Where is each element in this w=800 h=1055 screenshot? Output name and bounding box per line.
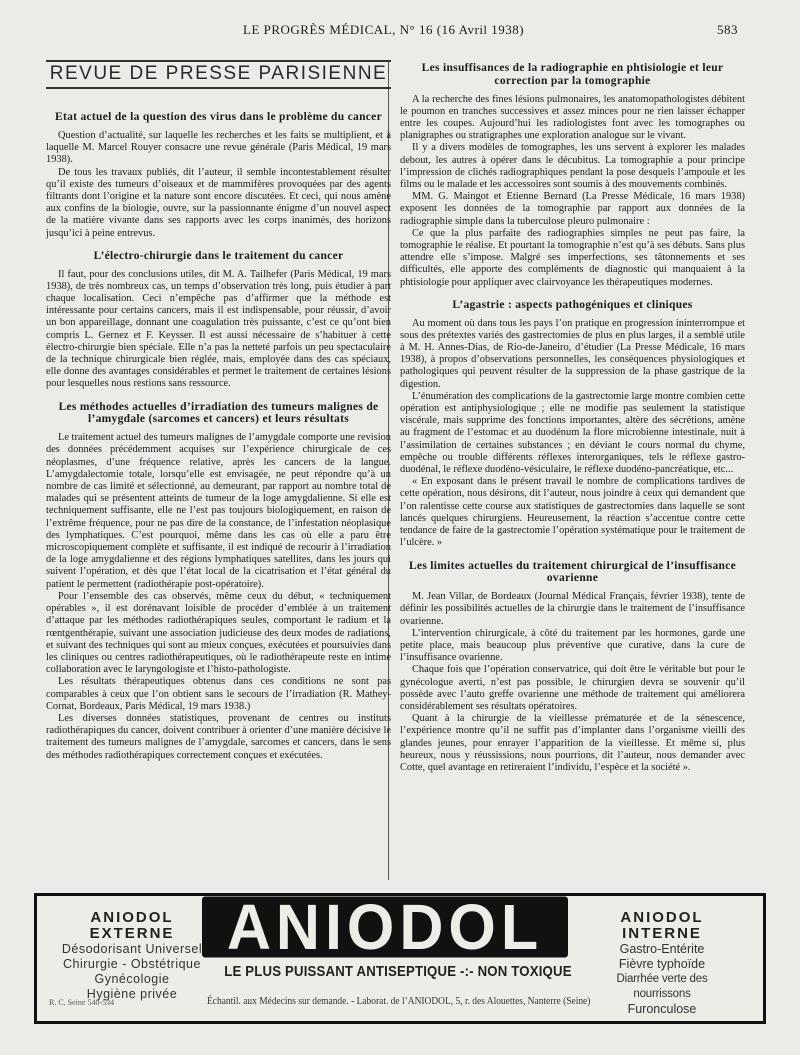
paragraph: M. Jean Villar, de Bordeaux (Journal Médical Français, février 1938), tente de définir les possibilités actuelles de la chirurgie dans le traitement de l’insuffisance ovarienne. <box>400 591 745 627</box>
paragraph: L’intervention chirurgicale, à côté du traitement par les hormones, garde une petite place, mais beaucoup plus préventive que curative, dans la cure de l’insuffisance ovarienne. <box>400 627 745 664</box>
article-title-agastrie: L’agastrie : aspects pathogéniques et cliniques <box>452 298 693 311</box>
paragraph: A la recherche des fines lésions pulmonaires, les anatomopathologistes débitent le poumon en tranches successives et assez minces pour ne rien laisser échapper entre les coupes. Aujourd’hui les radiologistes font avec les tomographes ou planigraphes ou stratigraphes une exploration analogue sur le vivant. <box>400 93 745 142</box>
ad-interne-subheading: INTERNE <box>622 925 702 942</box>
article-title-tomographie: Les insuffisances de la radiographie en phtisiologie et leur correction par la tomographie <box>421 62 724 87</box>
running-header <box>48 22 748 42</box>
ad-externe-line: Chirurgie - Obstétrique <box>63 957 201 971</box>
left-column <box>46 60 391 762</box>
journal-title: LE PROGRÈS MÉDICAL, N° 16 (16 Avril 1938) <box>243 22 525 37</box>
right-column <box>400 62 745 774</box>
paragraph: « En exposant dans le présent travail le nombre de complications tardives de cette opération, nous désirons, dit l’auteur, nous joindre à ceux qui demandent que l’on ralentisse cette course aux statistiques de gastrectomies dans laquelle se sont lancés quelques chirurgiens. Heureusement, la réaction s’accentue contre cette tendance de faire de la gastrectomie l’opération systématique pour le traitement de l’ulcère. » <box>400 476 745 549</box>
page-number: 583 <box>717 22 738 37</box>
ad-externe-line: Désodorisant Universel <box>61 942 203 956</box>
paragraph: De tous les travaux publiés, dit l’auteur, il semble incontestablement résulter qu’il existe des tumeurs d’oiseaux et de mammifères provoquées par des agents filtrants dont l’origine et la nature sont encore discutées. Et ceci, qui nous amène aux confins de la biologie, ouvre, sur la passionnante énigme d’un nouvel aspect de la matière vivante dans ses rapports avec les corps inanimés, des horizons jusqu’ici à peine entrevus. <box>46 166 391 239</box>
ad-interne-line: Fièvre typhoïde <box>618 957 706 971</box>
article-title-ovarienne: Les limites actuelles du traitement chirurgical de l’insuffisance ovarienne <box>408 559 737 585</box>
ad-interne-line: Gastro-Entérite <box>619 942 705 956</box>
paragraph: Pour l’ensemble des cas observés, même ceux du début, « techniquement opérables », il est dorénavant loisible de procéder d’emblée à un traitement d’attaque par les méthodes radiothérapiques seules, comportant le radium et la rœntgenthérapie, suivant une association judicieuse des deux modes de radiations, et suivant des techniques qui sont au mieux conçues, exécutées et poursuivies dans les cliniques ou centres radiothérapeutiques, où le radiothérapeute reste en intime collaboration avec le laryngologiste et l’histo-pathologiste. <box>46 590 391 676</box>
paragraph: Il y a divers modèles de tomographes, les uns servent à explorer les malades debout, les autres à opérer dans le décubitus. La tomographie a pour principe l’impression de clichés radiographiques pendant la pose desquels l’ampoule et les films ou le malade et les accessoires sont soumis à des mouvements combinés. <box>400 142 745 191</box>
paragraph: MM. G. Maingot et Etienne Bernard (La Presse Médicale, 16 mars 1938) exposent les données de la tomographie par rapport aux données de la radiographie simple dans la tuberculose pleuro pulmonaire : <box>400 191 745 227</box>
paragraph: L’énumération des complications de la gastrectomie large montre combien cette opération est antiphysiologique ; elle ne modifie pas seulement la statistique viscérale, mais supprime des fonctions importantes, altère des sécrétions, amène au fragment de l’estomac et au duodénum la flore microbienne intestinale, nuit à l’assimilation de certaines substances ; en déviant le cours normal du chyme, empêche ou trouble différents réflexes interorganiques, tels le réflexe gastro-duodénal, le réflexe duodéno-vésiculaire, le réflexe duodéno-pancréatique, etc... <box>400 390 745 476</box>
ad-externe-subheading: EXTERNE <box>89 925 175 942</box>
paragraph: Ce que la plus parfaite des radiographies simples ne peut pas faire, la tomographie le réalise. Et pourtant la tomographie n’est qu’à ses débuts. Sans plus attendre elle s’impose. Malgré ses imperfections, ses tâtonnements et ses difficultés, elle apporte des compléments de diagnostic qui manquaient à la phtisiologie pour appliquer avec clairvoyance les thérapeutiques modernes. <box>400 227 745 288</box>
section-banner: REVUE DE PRESSE PARISIENNE <box>46 60 391 89</box>
paragraph: Le traitement actuel des tumeurs malignes de l’amygdale comporte une revision des données précédemment acquises sur l’expérience chirurgicale de ces néoplasmes, d’une fréquence relative, après les cancers de la langue. L’amygdalectomie totale, lorsqu’elle est envisagée, ne peut répondre qu’à un nombre de cas limité et sélectionné, au demeurant, par rapport au nombre total de malades qui se présentent atteints de tumeur de la loge amygdalienne. Si elle est techniquement suffisante, elle ne l’est pas toujours biologiquement, en raison de l’extrême fréquence, pour ne pas dire de la constance, de l’infestation néoplasique des lymphatiques. C’est pourquoi, même dans les cas où elle a paru être microscopiquement complète et suffisante, il est indiqué de recourir à l’irradiation de la loge amygdalienne et des régions lymphatiques satellites, dans les jours qui suivent l’opération, et dès que l’état local de la cicatrisation et l’état général du patient le permettent (radiothérapie post-opératoire). <box>46 432 391 590</box>
ad-externe-line: Hygiène privée <box>86 987 178 1001</box>
paragraph: Chaque fois que l’opération conservatrice, qui doit être le véritable but pour le gynécologue averti, n’est pas possible, le chirurgien devra se souvenir qu’il possède avec l’auto greffe ovarienne une méthode de traitement qui améliorera considérablement ses résultats opératoires. <box>400 664 745 712</box>
article-title-virus: Etat actuel de la question des virus dans le problème du cancer <box>55 111 382 124</box>
ad-externe-heading: ANIODOL <box>90 909 174 926</box>
paragraph: Les résultats thérapeutiques obtenus dans ces conditions ne sont pas comparables à ceux que l’on obtient sans le secours de l’irradiation (R. Mathey-Cornat, Bordeaux, Paris Médical, 19 mars 1938.) <box>46 676 391 712</box>
paragraph: Au moment où dans tous les pays l’on pratique en progression ininterrompue et sous des prétextes variés des gastrectomies de plus en plus larges, il a semblé utile à M. H. Annes-Dias, de Rio-de-Janeiro, d’étudier (La Presse Médicale, 16 mars 1938), à propos d’observations personnelles, les conséquences physiologiques et pathologiques qui peuvent résulter de la suppression de la phase gastrique de la digestion. <box>400 317 745 390</box>
ad-slogan: LE PLUS PUISSANT ANTISEPTIQUE -:- NON TOXIQUE <box>224 963 572 980</box>
article-title-electro-chirurgie: L’électro-chirurgie dans le traitement du cancer <box>93 249 344 262</box>
ad-footer: Échantil. aux Médecins sur demande. - Laborat. de l’ANIODOL, 5, r. des Alouettes, Nanterre (Seine) <box>207 996 591 1007</box>
aniodol-logo: ANIODOL <box>202 897 568 958</box>
ad-externe-block <box>57 910 207 1002</box>
paragraph: Quant à la chirurgie de la vieillesse prématurée et de la sénescence, l’expérience montre qu’il ne suffit pas d’implanter dans l’organisme vieilli des glandes jeunes, pour enrayer l’apparition de la vieillesse. Et même si, plus heureux, nous y réussissions, nous pourrions, dit l’auteur, nous demander avec Cotte, quel avantage en retireraient l’individu, l’espèce et la société ». <box>400 713 745 773</box>
paragraph: Question d’actualité, sur laquelle les recherches et les faits se multiplient, et à laquelle M. Marcel Rouyer consacre une revue générale (Paris Médical, 19 mars 1938). <box>46 130 391 166</box>
paragraph: Les diverses données statistiques, provenant de centres ou instituts radiothérapiques du cancer, doivent contribuer à orienter d’une manière décisive le traitement des tumeurs malignes de l’amygdale, sarcomes et cancers, dans le sens des méthodes radiothérapiques correctement conçues et exécutées. <box>46 712 391 761</box>
paragraph: Il faut, pour des conclusions utiles, dit M. A. Tailhefer (Paris Médical, 19 mars 1938), de très nombreux cas, un temps d’observation très long, puis étudier à part chaque localisation. Ceci n’empêche pas d’affirmer que la méthode est intéressante pour certains cancers, mais il est indispensable, pour réussir, d’avoir un bon appareillage, donnant une coagulation très puissante, c’est ce qu’ont bien compris L. Gernez et F. Keysser. Il est aussi nécessaire de s’habituer à cette électro-chirurgie bien spéciale. Elle n’a pas la netteté parfois un peu spectaculaire de la technique chirurgicale bien réglée, mais, employée dans des cas spéciaux, elle donne des avantages considérables et permet le traitement de certaines lésions pour lesquelles nous restions sans ressource. <box>46 268 391 390</box>
ad-interne-line: Furonculose <box>627 1002 697 1016</box>
ad-interne-line: Diarrhée verte des nourrissons <box>616 973 708 1000</box>
ad-externe-line: Gynécologie <box>94 972 170 986</box>
article-title-irradiation: Les méthodes actuelles d’irradiation des tumeurs malignes de l’amygdale (sarcomes et cancers) et leurs résultats <box>58 400 379 426</box>
ad-interne-heading: ANIODOL <box>620 909 704 926</box>
ad-registration: R. C. Seine 540-534 <box>49 998 115 1007</box>
ad-interne-block <box>587 910 737 1017</box>
aniodol-advertisement <box>34 893 766 1024</box>
